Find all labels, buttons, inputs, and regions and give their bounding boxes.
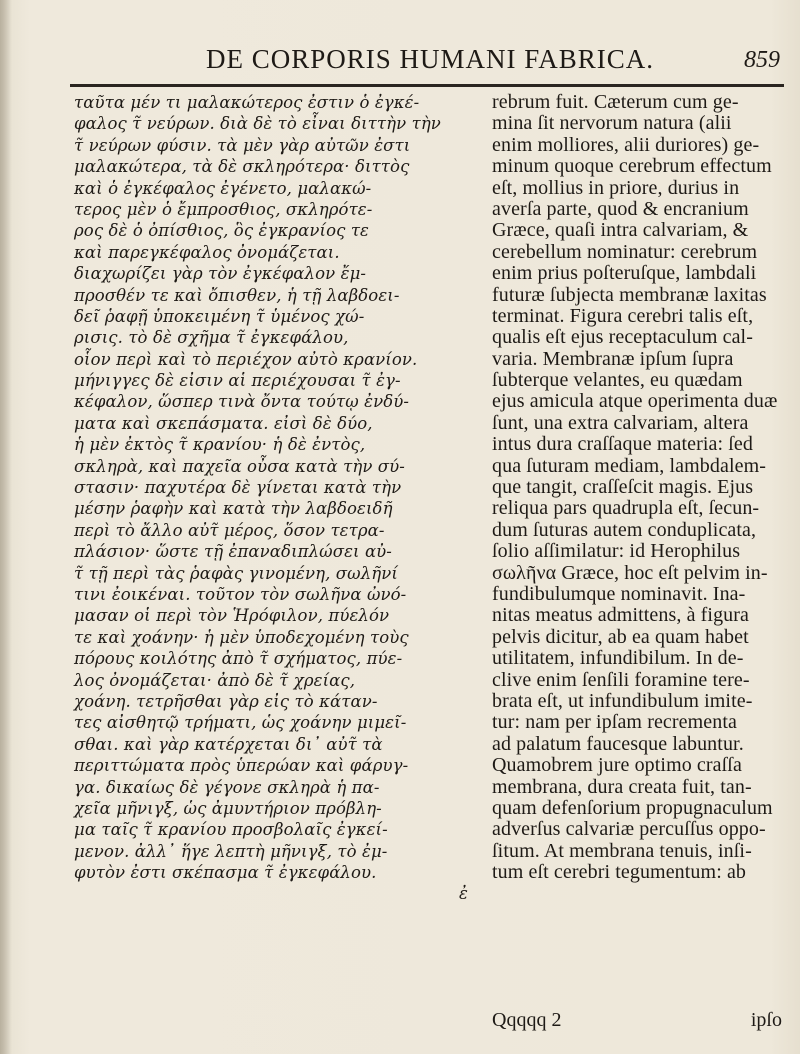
greek-text-line: ταῦτα μέν τι μαλακώτερος ἐστιν ὁ ἐγκέ- [74,93,420,112]
latin-text-line: pelvis dicitur, ab ea quam habet [492,625,749,648]
latin-text-line: reliqua pars quadrupla eſt, ſecun- [492,497,760,520]
latin-text-line: intus dura craſſaque materia: ſed [492,433,753,456]
greek-text-line: καὶ ὁ ἐγκέφαλος ἐγένετο, μαλακώ- [74,178,372,198]
greek-text-line: ἡ μὲν ἐκτὸς τ̃ κρανίου· ἡ δὲ ἐντὸς, [74,435,366,455]
greek-text-line: καὶ παρεγκέφαλος ὀνομάζεται. [74,242,340,262]
latin-text-line: adverſus calvariæ percuſſus oppo- [492,818,766,841]
latin-text-line: ſolio aſſimilatur: id Herophilus [492,540,741,563]
latin-text-line: tum eſt cerebri tegumentum: ab [492,861,747,884]
greek-text-line: περιττώματα πρὸς ὑπερώαν καὶ φάρυγ- [74,756,409,776]
greek-text-line: σκληρὰ, καὶ παχεῖα οὖσα κατὰ τὴν σύ- [74,456,405,476]
greek-text-line: πλάσιον· ὥστε τῇ ἐπαναδιπλώσει αὐ- [74,542,392,562]
latin-text-line: mina ſit nervorum natura (alii [492,112,732,135]
greek-text-line: δεῖ ῥαφῇ ὑποκειμένη τ̃ ὑμένος χώ- [74,306,365,326]
greek-text-line: μενον. ἀλλ᾽ ἥγε λεπτὴ μῆνιγξ, τὸ ἐμ- [74,841,388,861]
latin-text-line: brata eſt, ut infundibulum imite- [492,689,753,712]
latin-text-line: futuræ ſubjecta membranæ laxitas [492,283,767,306]
greek-text-line: γα. δικαίως δὲ γέγονε σκληρὰ ἡ πα- [74,777,380,797]
greek-text-column [74,92,476,905]
latin-text-line: tur: nam per ipſam recrementa [492,711,738,734]
signature-mark: Qqqqq 2 [492,1009,562,1031]
latin-text-line: enim prius poſteruſque, lambdali [492,262,757,285]
latin-text-line: que tangit, craſſeſcit magis. Ejus [492,476,754,499]
greek-text-line: οἷον περὶ καὶ τὸ περιέχον αὐτὸ κρανίον. [74,349,418,369]
latin-text-line: dum ſuturas autem conduplicata, [492,518,757,541]
greek-text-line: φαλος τ̃ νεύρων. διὰ δὲ τὸ εἶναι διττὴν τὴν [74,114,441,134]
latin-text-line: qualis eſt ejus receptaculum cal- [492,326,753,349]
latin-text-line: averſa parte, quod & encranium [492,197,749,220]
latin-text-line: Quamobrem jure optimo craſſa [492,754,742,777]
latin-text-line: minum quoque cerebrum effectum [492,155,772,178]
latin-text-line: cerebellum nominatur: cerebrum [492,240,758,263]
greek-text-line: ματα καὶ σκεπάσματα. εἰσὶ δὲ δύο, [74,413,373,433]
latin-text-line: ejus amicula atque operimenta duæ [492,390,778,413]
greek-text-line: τινι ἐοικέναι. τοῦτον τὸν σωλῆνα ὠνό- [74,584,407,604]
greek-text-line: μαλακώτερα, τὰ δὲ σκληρότερα· διττὸς [74,157,410,177]
running-head: DE CORPORIS HUMANI FABRICA. [205,44,655,74]
latin-text-line: ſubterque velantes, eu quædam [492,369,743,392]
greek-text-line: τ̃ τῇ περὶ τὰς ῥαφὰς γινομένη, σωλῆνί [74,563,398,583]
greek-text-line: τε καὶ χοάνην· ἡ μὲν ὑποδεχομένη τοὺς [74,627,409,647]
spine-shadow [0,0,12,1054]
latin-text-line: eſt, mollius in priore, durius in [492,176,740,199]
header-rule [70,84,784,87]
greek-text-line: διαχωρίζει γὰρ τὸν ἐγκέφαλον ἔμ- [74,264,367,284]
greek-text-line: χοάνη. τετρῆσθαι γὰρ εἰς τὸ κάταν- [74,691,378,711]
latin-text-line: fundibulumque nominavit. Ina- [492,582,746,605]
greek-text-line: τες αἰσθητῷ τρήματι, ὡς χοάνην μιμεῖ- [74,713,407,733]
greek-text-line: ἐ [459,884,468,904]
latin-text-line: utilitatem, infundibilum. In de- [492,647,744,670]
catchword: ipſo [750,1009,782,1031]
greek-text-line: πόρους κοιλότης ἀπὸ τ̃ σχήματος, πύε- [74,649,403,669]
greek-text-line: μα ταῖς τ̃ κρανίου προσβολαῖς ἐγκεί- [74,820,388,840]
greek-text-line: μήνιγγες δὲ εἰσιν αἱ περιέχουσαι τ̃ ἐγ- [74,371,401,391]
latin-text-line: ad palatum faucesque labuntur. [492,732,744,755]
latin-text-line: clive enim ſenſili foramine tere- [492,668,750,691]
greek-text-line: προσθέν τε καὶ ὄπισθεν, ἡ τῇ λαβδοει- [74,285,400,305]
greek-text-line: ρος δὲ ὁ ὀπίσθιος, ὃς ἐγκρανίος τε [74,221,370,241]
greek-text-line: μέσην ῥαφὴν καὶ κατὰ τὴν λαβδοειδῆ [74,499,393,519]
latin-text-line: σωλῆνα Græce, hoc eſt pelvim in- [492,561,768,584]
greek-text-line: τερος μὲν ὁ ἔμπροσθιος, σκληρότε- [74,199,373,219]
greek-text-line: λος ὀνομάζεται· ἀπὸ δὲ τ̃ χρείας, [74,670,356,690]
page-footer [492,1009,788,1035]
latin-text-line: membrana, dura creata fuit, tan- [492,775,752,798]
page-header [70,42,780,82]
latin-text-line: terminat. Figura cerebri talis eſt, [492,304,754,327]
greek-text-line: ρισις. τὸ δὲ σχῆμα τ̃ ἐγκεφάλου, [74,328,349,348]
latin-text-line: Græce, quaſi intra calvariam, & [492,219,749,242]
latin-text-line: varia. Membranæ ipſum ſupra [492,347,734,370]
latin-text-line: ſitum. At membrana tenuis, inſi- [492,839,752,862]
latin-text-column [492,92,788,883]
greek-text-line: περὶ τὸ ἄλλο αὐτ̃ μέρος, ὅσον τετρα- [74,520,385,540]
page-number: 859 [744,47,780,73]
latin-text-line: ſunt, una extra calvariam, altera [492,411,749,434]
greek-text-line: κέφαλον, ὥσπερ τινὰ ὄντα τούτῳ ἐνδύ- [74,392,410,412]
latin-text-line: quam defenſorium propugnaculum [492,796,773,819]
latin-text-line: enim molliores, alii duriores) ge- [492,133,760,156]
greek-text-line: χεῖα μῆνιγξ, ὡς ἀμυντήριον πρόβλη- [74,798,382,818]
latin-text-line: nitas meatus admittens, à figura [492,604,750,627]
greek-text-line: φυτὸν ἐστι σκέπασμα τ̃ ἐγκεφάλου. [74,863,377,883]
greek-text-line: τ̃ νεύρων φύσιν. τὰ μὲν γὰρ αὐτῶν ἐστι [74,135,411,155]
greek-text-line: σθαι. καὶ γὰρ κατέρχεται δι᾽ αὐτ̃ τὰ [74,734,383,754]
greek-text-line: στασιν· παχυτέρα δὲ γίνεται κατὰ τὴν [74,478,402,498]
latin-text-line: rebrum fuit. Cæterum cum ge- [492,91,739,113]
greek-text-line: μασαν οἱ περὶ τὸν Ἡρόφιλον, πύελόν [74,606,390,626]
latin-text-line: qua ſuturam mediam, lambdalem- [492,454,767,477]
